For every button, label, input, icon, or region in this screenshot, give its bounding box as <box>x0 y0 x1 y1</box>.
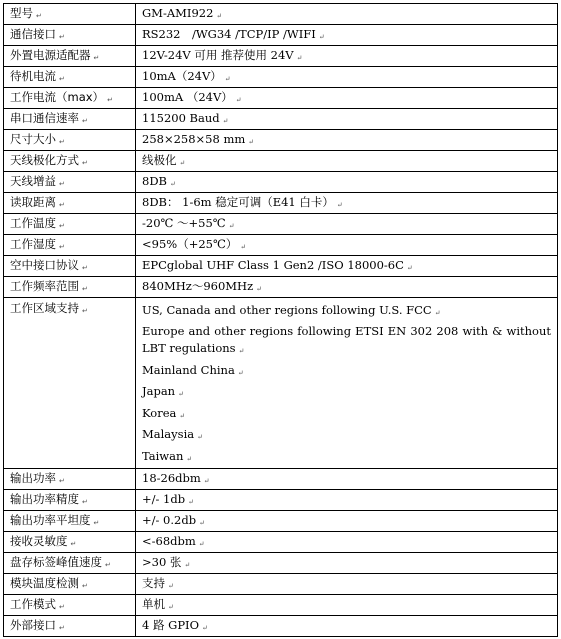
spec-key: 工作频率范围 ↵ <box>4 277 136 298</box>
spec-value: 10mA（24V） ↵ <box>136 67 558 88</box>
spec-key: 空中接口协议 ↵ <box>4 256 136 277</box>
spec-key: 模块温度检测 ↵ <box>4 574 136 595</box>
spec-row <box>4 553 558 574</box>
spec-row <box>4 595 558 616</box>
spec-key: 尺寸大小 ↵ <box>4 130 136 151</box>
spec-value: +/- 0.2db ↵ <box>136 511 558 532</box>
spec-key: 工作湿度 ↵ <box>4 235 136 256</box>
spec-row <box>4 130 558 151</box>
spec-key: 输出功率精度 ↵ <box>4 490 136 511</box>
spec-key: 待机电流 ↵ <box>4 67 136 88</box>
region-item: Malaysia ↵ <box>142 427 203 441</box>
spec-key: 工作电流（max） ↵ <box>4 88 136 109</box>
region-item: Europe and other regions following ETSI EN 302 208 with & without LBT regulations ↵ <box>142 323 551 355</box>
region-item: Mainland China ↵ <box>142 362 244 377</box>
spec-value: >30 张 ↵ <box>136 553 558 574</box>
spec-key: 工作模式 ↵ <box>4 595 136 616</box>
spec-key: 读取距离 ↵ <box>4 193 136 214</box>
spec-key: 串口通信速率 ↵ <box>4 109 136 130</box>
spec-key: 天线极化方式 ↵ <box>4 151 136 172</box>
spec-value: 单机 ↵ <box>136 595 558 616</box>
spec-value: 18-26dbm ↵ <box>136 469 558 490</box>
spec-row <box>4 277 558 298</box>
spec-value: 12V-24V 可用 推荐使用 24V ↵ <box>136 46 558 67</box>
spec-row <box>4 151 558 172</box>
spec-value: 100mA （24V） ↵ <box>136 88 558 109</box>
region-item: Japan ↵ <box>142 384 184 398</box>
spec-row <box>4 46 558 67</box>
spec-row <box>4 193 558 214</box>
spec-row <box>4 256 558 277</box>
region-item: US, Canada and other regions following U.S. FCC ↵ <box>142 303 441 317</box>
spec-key: 天线增益 ↵ <box>4 172 136 193</box>
spec-value: 115200 Baud ↵ <box>136 109 558 130</box>
spec-row <box>4 172 558 193</box>
spec-row <box>4 490 558 511</box>
spec-key: 通信接口 ↵ <box>4 25 136 46</box>
spec-value: 8DB ↵ <box>136 172 558 193</box>
spec-value: <-68dbm ↵ <box>136 532 558 553</box>
spec-key: 工作温度 ↵ <box>4 214 136 235</box>
spec-row <box>4 67 558 88</box>
spec-key: 型号 ↵ <box>4 4 136 25</box>
spec-key: 接收灵敏度 ↵ <box>4 532 136 553</box>
region-item: Taiwan ↵ <box>142 448 193 463</box>
spec-row <box>4 109 558 130</box>
spec-row <box>4 88 558 109</box>
spec-value: 258×258×58 mm ↵ <box>136 130 558 151</box>
spec-value: +/- 1db ↵ <box>136 490 558 511</box>
spec-row <box>4 214 558 235</box>
spec-value: RS232 /WG34 /TCP/IP /WIFI ↵ <box>136 25 558 46</box>
spec-key: 输出功率平坦度 ↵ <box>4 511 136 532</box>
spec-row <box>4 574 558 595</box>
spec-value: EPCglobal UHF Class 1 Gen2 /ISO 18000-6C ↵ <box>136 256 558 277</box>
region-row <box>4 298 558 469</box>
spec-row <box>4 4 558 25</box>
spec-key: 盘存标签峰值速度 ↵ <box>4 553 136 574</box>
spec-row <box>4 511 558 532</box>
spec-row <box>4 469 558 490</box>
spec-row <box>4 235 558 256</box>
spec-value: <95%（+25℃） ↵ <box>136 235 558 256</box>
spec-key: 外部接口 ↵ <box>4 616 136 637</box>
spec-value: -20℃ ～+55℃ ↵ <box>136 214 558 235</box>
spec-value: 4 路 GPIO ↵ <box>136 616 558 637</box>
region-item: Korea ↵ <box>142 405 186 420</box>
spec-key: 输出功率 ↵ <box>4 469 136 490</box>
region-list <box>136 298 558 469</box>
spec-value: 840MHz～960MHz ↵ <box>136 277 558 298</box>
spec-value: 8DB： 1-6m 稳定可调（E41 白卡） ↵ <box>136 193 558 214</box>
spec-key: 工作区域支持 ↵ <box>4 298 136 469</box>
spec-key: 外置电源适配器 ↵ <box>4 46 136 67</box>
spec-table <box>3 3 558 637</box>
spec-value: 线极化 ↵ <box>136 151 558 172</box>
spec-value: 支持 ↵ <box>136 574 558 595</box>
spec-row <box>4 532 558 553</box>
spec-row <box>4 25 558 46</box>
spec-value: GM-AMI922 ↵ <box>136 4 558 25</box>
spec-row <box>4 616 558 637</box>
